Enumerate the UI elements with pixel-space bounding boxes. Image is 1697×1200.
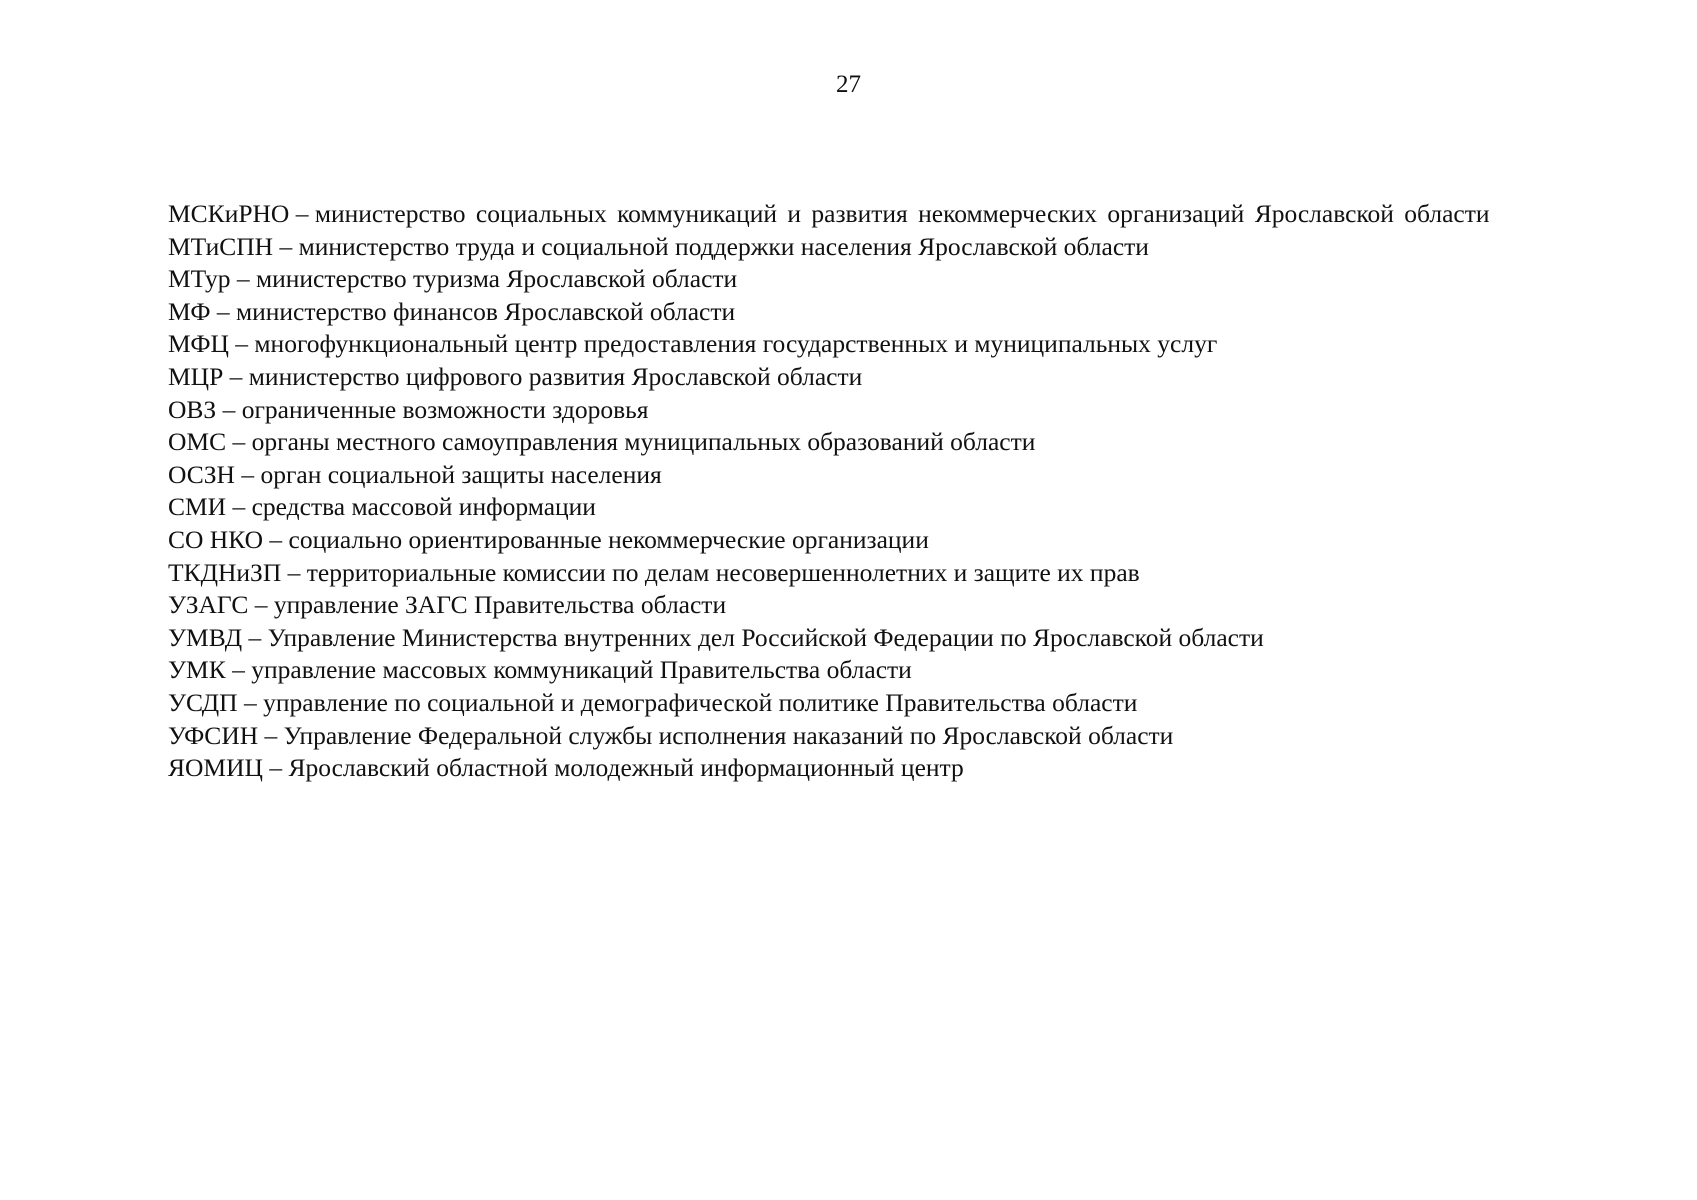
abbreviation-definition: министерство социальных коммуникаций и развития некоммерческих организаций Ярославской области [314, 199, 1490, 228]
abbreviation-term: МЦР [168, 361, 224, 391]
abbreviation-term: МФ [168, 296, 211, 326]
abbreviation-item: ОВЗ – ограниченные возможности здоровья [168, 394, 649, 424]
abbreviation-item: СО НКО – социально ориентированные некоммерческие организации [168, 524, 929, 554]
abbreviation-definition: средства массовой информации [251, 492, 596, 522]
abbreviation-term: СМИ [168, 492, 227, 522]
abbreviation-definition: орган социальной защиты населения [260, 459, 662, 489]
abbreviation-term: ОСЗН [168, 459, 235, 489]
abbreviation-definition: министерство цифрового развития Ярославской области [248, 361, 863, 391]
abbreviation-item: УЗАГС – управление ЗАГС Правительства области [168, 590, 727, 620]
abbreviation-term: ОВЗ [168, 394, 217, 424]
abbreviation-definition: управление массовых коммуникаций Правительства области [251, 655, 912, 685]
abbreviation-definition: министерство туризма Ярославской области [255, 264, 738, 294]
abbreviation-term: ТКДНиЗП [168, 557, 282, 587]
abbreviation-item: МСКиРНО – министерство социальных коммуникаций и развития некоммерческих организаций Ярославской области [168, 199, 1490, 228]
abbreviation-item: УСДП – управление по социальной и демографической политике Правительства области [168, 687, 1138, 717]
abbreviation-item: ТКДНиЗП – территориальные комиссии по делам несовершеннолетних и защите их прав [168, 557, 1140, 587]
abbreviation-definition: Ярославский областной молодежный информационный центр [288, 753, 964, 783]
abbreviation-term: МТиСПН [168, 231, 274, 261]
abbreviation-item: МТур – министерство туризма Ярославской области [168, 264, 738, 294]
abbreviation-term: МТур [168, 264, 231, 294]
abbreviation-definition: Управление Федеральной службы исполнения наказаний по Ярославской области [283, 720, 1174, 750]
abbreviation-item: СМИ – средства массовой информации [168, 492, 596, 522]
abbreviation-definition: управление ЗАГС Правительства области [273, 590, 727, 620]
abbreviation-term: УЗАГС [168, 590, 249, 620]
abbreviation-item: УМВД – Управление Министерства внутренних дел Российской Федерации по Ярославской области [168, 622, 1264, 652]
abbreviation-definition: социально ориентированные некоммерческие организации [288, 524, 929, 554]
abbreviation-term: ОМС [168, 427, 227, 457]
abbreviation-definition: министерство труда и социальной поддержки населения Ярославской области [298, 231, 1149, 261]
abbreviation-definition: территориальные комиссии по делам несовершеннолетних и защите их прав [306, 557, 1140, 587]
abbreviation-definition: органы местного самоуправления муниципальных образований области [251, 427, 1036, 457]
abbreviation-item: МТиСПН – министерство труда и социальной поддержки населения Ярославской области [168, 231, 1149, 261]
abbreviation-item: УФСИН – Управление Федеральной службы исполнения наказаний по Ярославской области [168, 720, 1174, 750]
abbreviation-list [96, 198, 1578, 785]
abbreviation-item: УМК – управление массовых коммуникаций Правительства области [168, 655, 912, 685]
abbreviation-term: СО НКО [168, 524, 264, 554]
abbreviation-item: МФ – министерство финансов Ярославской области [168, 296, 736, 326]
abbreviation-definition: многофункциональный центр предоставления государственных и муниципальных услуг [254, 329, 1218, 359]
page-number: 27 [836, 71, 861, 98]
abbreviation-definition: министерство финансов Ярославской области [235, 296, 736, 326]
abbreviation-item: ЯОМИЦ – Ярославский областной молодежный информационный центр [168, 753, 964, 783]
abbreviation-definition: ограниченные возможности здоровья [241, 394, 649, 424]
abbreviation-term: УМВД [168, 622, 243, 652]
abbreviation-term: ЯОМИЦ [168, 753, 263, 783]
abbreviation-term: МСКиРНО [168, 199, 290, 228]
abbreviation-item: ОСЗН – орган социальной защиты населения [168, 459, 662, 489]
abbreviation-definition: Управление Министерства внутренних дел Российской Федерации по Ярославской области [267, 622, 1264, 652]
abbreviation-term: УМК [168, 655, 226, 685]
abbreviation-term: УСДП [168, 687, 238, 717]
abbreviation-item: ОМС – органы местного самоуправления муниципальных образований области [168, 427, 1036, 457]
abbreviation-item: МЦР – министерство цифрового развития Ярославской области [168, 361, 863, 391]
abbreviation-term: УФСИН [168, 720, 259, 750]
abbreviation-item: МФЦ – многофункциональный центр предоставления государственных и муниципальных услуг [168, 329, 1218, 359]
abbreviation-definition: управление по социальной и демографической политике Правительства области [263, 687, 1138, 717]
abbreviation-term: МФЦ [168, 329, 229, 359]
